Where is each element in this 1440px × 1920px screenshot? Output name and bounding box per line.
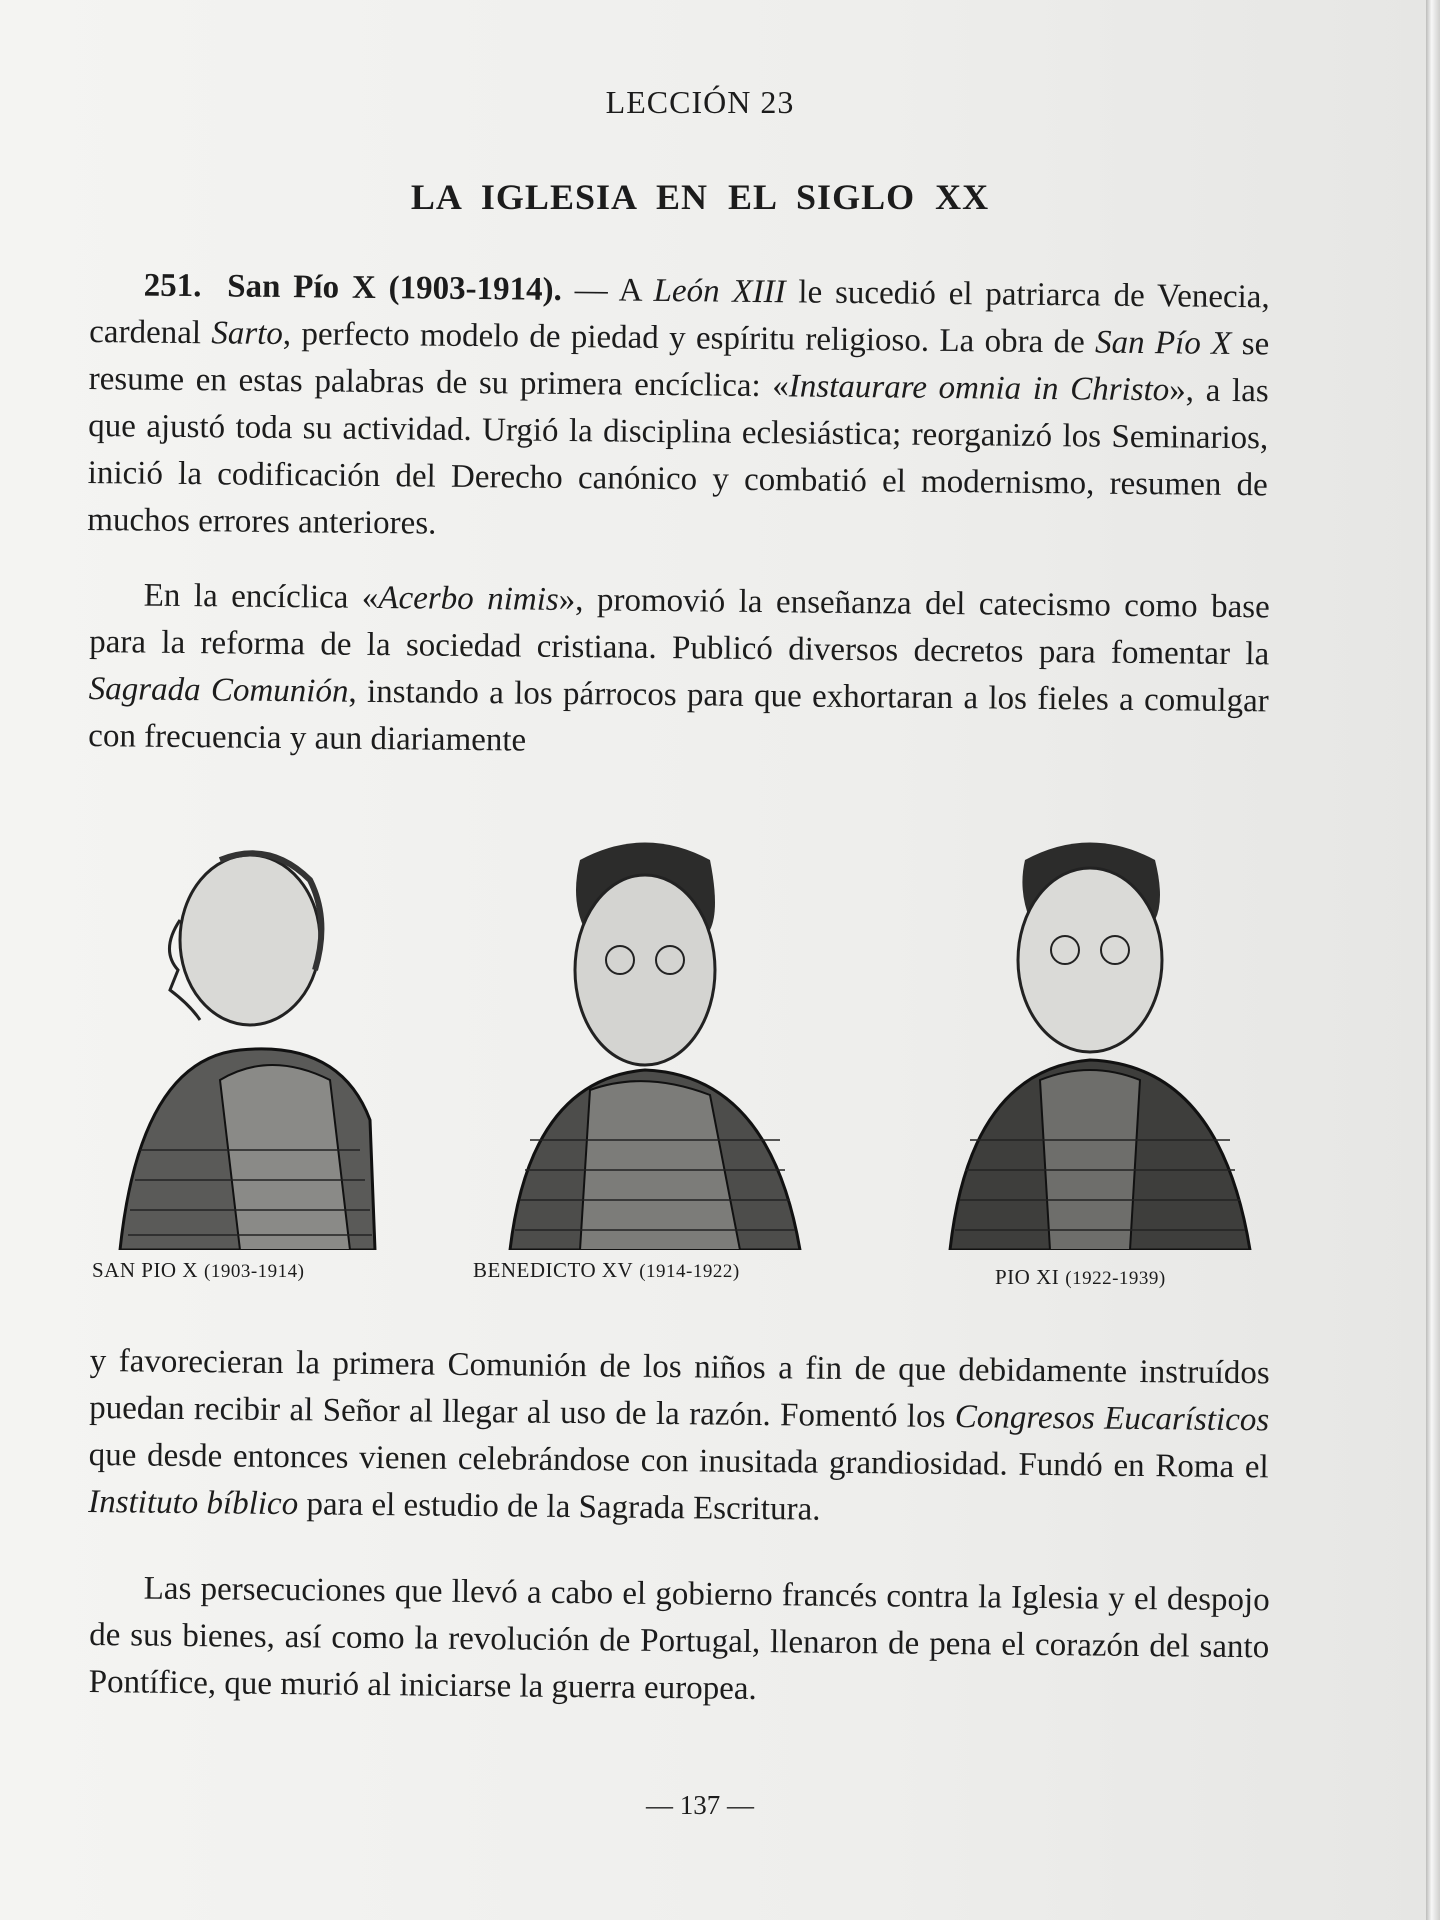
- italic-run: San Pío X: [1094, 324, 1232, 362]
- chapter-title: LA IGLESIA EN EL SIGLO XX: [410, 177, 990, 217]
- text-run: Las persecuciones que llevó a cabo el gobierno francés contra la Iglesia y el despojo de sus bienes, así como la revolución de Portugal, llenaron de pena el corazón del santo Pontífice, que murió al iniciarse la guerra europea.: [88, 1570, 1270, 1707]
- italic-run: Sagrada Comunión: [88, 670, 349, 710]
- paragraph-persecuciones: [89, 1565, 1270, 1718]
- text-run: , perfecto modelo de piedad y espíritu religioso. La obra de: [282, 316, 1096, 361]
- portrait-benedicto-xv: [470, 820, 830, 1250]
- paragraph-251: [87, 262, 1270, 556]
- text-run: », promovió la enseñanza del catecismo como base para la reforma de la sociedad cristiana. Publicó diversos decretos para fomentar la: [89, 581, 1270, 673]
- caption-name: BENEDICTO XV: [473, 1258, 634, 1282]
- italic-run: Sarto: [211, 315, 284, 353]
- italic-run: Congresos Eucarísticos: [954, 1399, 1270, 1439]
- caption-name: SAN PIO X: [92, 1258, 199, 1282]
- caption-san-pio-x: [92, 1258, 305, 1283]
- text-run: En la encíclica «: [143, 577, 379, 617]
- paragraph-acerbo: [88, 572, 1270, 772]
- caption-benedicto-xv: [473, 1258, 740, 1283]
- caption-years: (1914-1922): [639, 1261, 740, 1282]
- text-run: le sucedió el patriarca de Venecia, cardenal: [89, 274, 1270, 352]
- caption-name: PIO XI: [995, 1265, 1060, 1289]
- section-heading: San Pío X (1903-1914).: [227, 268, 563, 308]
- italic-run: León XIII: [653, 272, 786, 311]
- italic-run: Instaurare omnia in Christo: [788, 368, 1170, 409]
- portrait-san-pio-x: [100, 820, 380, 1250]
- section-number: 251.: [143, 267, 202, 305]
- text-run: se resume en estas palabras de su primera encíclica: «: [88, 325, 1270, 405]
- text-run: para el estudio de la Sagrada Escritura.: [298, 1486, 821, 1528]
- page-number: — 137 —: [646, 1790, 754, 1820]
- text-run: , instando a los párrocos para que exhortaran a los fieles a comulgar con frecuencia y aun diariamente: [88, 673, 1269, 759]
- caption-years: (1922-1939): [1065, 1268, 1166, 1289]
- caption-years: (1903-1914): [204, 1261, 305, 1282]
- caption-pio-xi: [995, 1265, 1166, 1290]
- italic-run: Acerbo nimis: [378, 580, 559, 618]
- lesson-number: LECCIÓN 23: [605, 84, 795, 120]
- portrait-pio-xi: [930, 820, 1270, 1250]
- text-run: que desde entonces vienen celebrándose con inusitada grandiosidad. Fundó en Roma el: [88, 1436, 1269, 1486]
- italic-run: Instituto bíblico: [88, 1483, 299, 1523]
- text-run: y favorecieran la primera Comunión de los niños a fin de que debidamente instruídos puedan recibir al Señor al llegar al uso de la razón. Fomentó los: [89, 1342, 1270, 1436]
- text-run: — A: [561, 271, 654, 309]
- paragraph-continuation: [88, 1338, 1270, 1538]
- page-edge: [1426, 0, 1440, 1920]
- text-run: », a las que ajustó toda su actividad. Urgió la disciplina eclesiástica; reorganizó los Seminarios, inició la codificación del Derecho canónico y combatió el modernismo, resumen de muchos errores anteriores.: [87, 372, 1269, 542]
